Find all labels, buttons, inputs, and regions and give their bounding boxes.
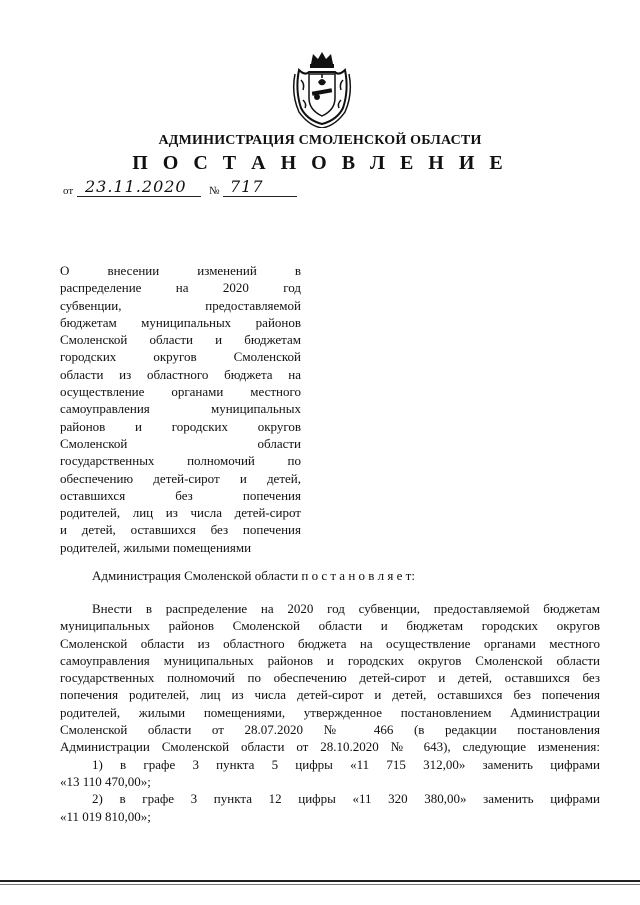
subject-line: родителей, жилыми помещениями — [60, 539, 252, 555]
body-line: Смоленской области из областного бюджета на осуществление органами местного — [60, 635, 600, 651]
footer-rule-thin — [0, 884, 640, 885]
subject-line: государственных полномочий по — [60, 453, 301, 469]
subject-line: субвенции, предоставляемой — [60, 297, 301, 313]
subject-block — [60, 262, 301, 556]
body-line: «11 019 810,00»; — [60, 808, 151, 824]
subject-line: обеспечению детей-сирот и детей, — [60, 470, 301, 486]
body-paragraph — [60, 600, 600, 825]
subject-line: осуществление органами местного — [60, 384, 301, 400]
number-value: 717 — [230, 177, 264, 196]
subject-line: области из областного бюджета на — [60, 366, 301, 382]
body-line: муниципальных районов Смоленской области и бюджетам городских округов — [60, 618, 600, 634]
body-line: Администрации Смоленской области от 28.10.2020 № 643), следующие изменения: — [60, 739, 600, 755]
organization-name: АДМИНИСТРАЦИЯ СМОЛЕНСКОЙ ОБЛАСТИ — [158, 133, 482, 148]
subject-line: и детей, оставшихся без попечения — [60, 522, 301, 538]
date-number-line — [63, 178, 323, 200]
number-underline — [223, 196, 297, 197]
body-line: государственных полномочий по обеспечению детей-сирот и детей, оставшихся без — [60, 670, 600, 686]
subject-line: Смоленской области и бюджетам — [60, 332, 301, 348]
date-underline — [77, 196, 201, 197]
subject-line: родителей, лиц из числа детей-сирот — [60, 505, 301, 521]
body-line: Внести в распределение на 2020 год субвенции, предоставляемой бюджетам — [92, 601, 600, 616]
body-line: 1) в графе 3 пункта 5 цифры «11 715 312,00» заменить цифрами — [92, 756, 600, 772]
subject-line: бюджетам муниципальных районов — [60, 314, 301, 330]
body-line: Смоленской области от 28.07.2020 № 466 (в редакции постановления — [60, 722, 600, 738]
body-line: 2) в графе 3 пункта 12 цифры «11 320 380,00» заменить цифрами — [92, 791, 600, 807]
subject-line: самоуправления муниципальных — [60, 401, 301, 417]
document-type-title: П О С Т А Н О В Л Е Н И Е — [132, 152, 508, 174]
body-line: попечения родителей, лиц из числа детей-сирот и детей, оставшихся без попечения — [60, 687, 600, 703]
subject-line: городских округов Смоленской — [60, 349, 301, 365]
coat-of-arms-icon — [291, 50, 353, 128]
body-line: самоуправления муниципальных районов и городских округов Смоленской области — [60, 652, 600, 668]
body-line: родителей, жилыми помещениями, утвержденное постановлением Администрации — [60, 704, 600, 720]
subject-line: оставшихся без попечения — [60, 487, 301, 503]
subject-line: О внесении изменений в — [60, 263, 301, 278]
body-line: «13 110 470,00»; — [60, 773, 151, 789]
date-value: 23.11.2020 — [85, 177, 187, 196]
subject-line: районов и городских округов — [60, 418, 301, 434]
date-label: от — [63, 185, 74, 197]
subject-line: распределение на 2020 год — [60, 280, 301, 296]
subject-line: Смоленской области — [60, 435, 301, 451]
decree-statement: Администрация Смоленской области п о с т а н о в л я е т: — [92, 568, 415, 583]
footer-rule — [0, 880, 640, 882]
number-label: № — [209, 185, 220, 197]
